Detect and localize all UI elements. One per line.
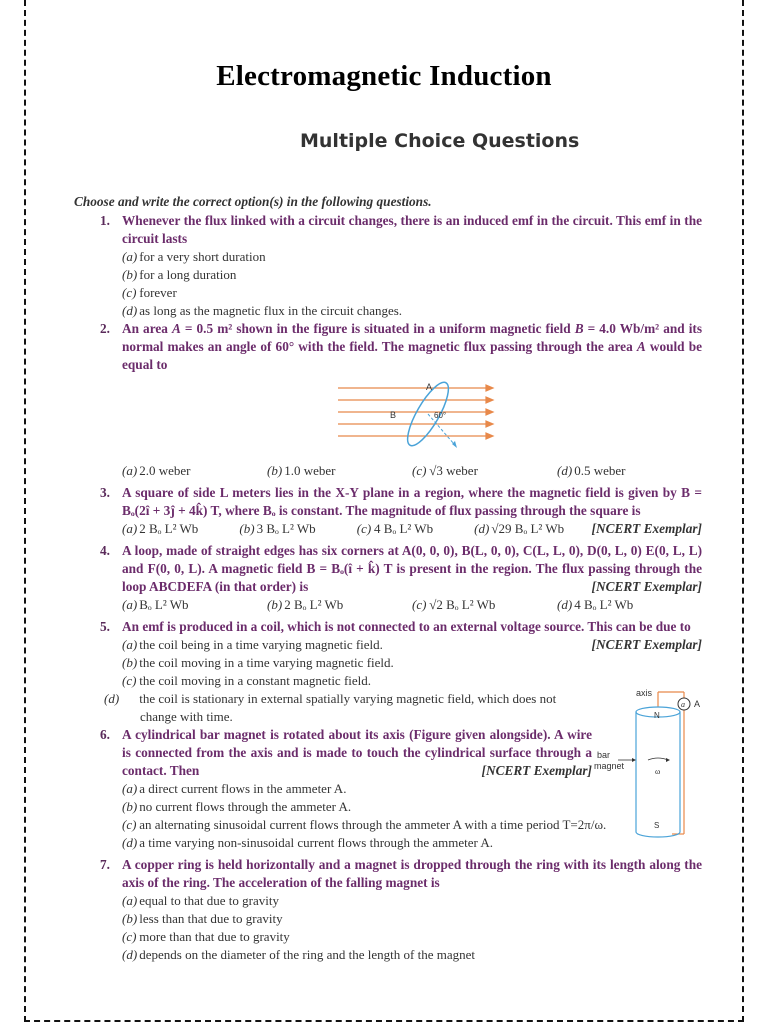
option-c[interactable]: (c) √3 weber <box>412 463 478 478</box>
bar-magnet-figure <box>592 494 742 854</box>
option-b[interactable]: (b) less than that due to gravity <box>122 911 283 926</box>
option-a[interactable]: (a) 2.0 weber <box>122 463 191 478</box>
south-pole: S <box>654 821 660 830</box>
option-d[interactable]: (d) 4 Bₒ L² Wb <box>557 597 634 612</box>
label-b: B <box>390 410 397 420</box>
flux-area-figure <box>336 378 496 456</box>
option-b[interactable]: (b) the coil moving in a time varying magnetic field. <box>122 655 394 670</box>
option-c[interactable]: (c) more than that due to gravity <box>122 929 290 944</box>
option-a[interactable]: (a) equal to that due to gravity <box>122 893 279 908</box>
question-text: A cylindrical bar magnet is rotated about its axis (Figure given alongside). A wire is connected from the axis and is made to touch the cylindrical surface through a contact. Then [NCERT Exemplar] <box>122 727 592 778</box>
question-2 <box>74 320 702 480</box>
label-a: A <box>426 382 433 392</box>
option-b[interactable]: (b) 1.0 weber <box>267 463 336 478</box>
question-text: An emf is produced in a coil, which is not connected to an external voltage source. This can be due to [NCERT Exemplar] <box>122 619 702 652</box>
question-number: 6. <box>100 727 110 742</box>
option-d[interactable]: (d) √29 Bₒ L² Wb <box>474 521 565 536</box>
option-c[interactable]: (c) the coil moving in a constant magnetic field. <box>122 673 372 688</box>
page-title: Electromagnetic Induction <box>216 60 552 92</box>
option-a[interactable]: (a) a direct current flows in the ammeter A. <box>122 781 347 796</box>
question-7 <box>74 856 702 964</box>
option-b[interactable]: (b) 2 Bₒ L² Wb <box>267 597 344 612</box>
section-subtitle: Multiple Choice Questions <box>300 130 580 152</box>
option-d[interactable]: (d) the coil is stationary in external spatially varying magnetic field, which does not change with time. <box>104 691 557 724</box>
north-pole: N <box>654 711 660 720</box>
exemplar-tag: [NCERT Exemplar] <box>481 763 592 778</box>
option-a[interactable]: (a) the coil being in a time varying magnetic field. <box>122 637 383 652</box>
option-b[interactable]: (b) no current flows through the ammeter A. <box>122 799 352 814</box>
question-number: 7. <box>100 857 110 872</box>
option-d[interactable]: (d) 0.5 weber <box>557 463 626 478</box>
omega-label: ω <box>655 767 661 776</box>
option-a[interactable]: (a) Bₒ L² Wb <box>122 597 189 612</box>
question-number: 3. <box>100 485 110 500</box>
option-c[interactable]: (c) √2 Bₒ L² Wb <box>412 597 496 612</box>
bar-label: bar <box>597 750 611 760</box>
option-c[interactable]: (c) an alternating sinusoidal current flows through the ammeter A with a time period T=2π/ω. <box>122 817 607 832</box>
option-b[interactable]: (b) for a long duration <box>122 267 237 282</box>
option-c[interactable]: (c) 4 Bₒ L² Wb <box>356 521 434 536</box>
option-d[interactable]: (d) depends on the diameter of the ring and the length of the magnet <box>122 947 475 962</box>
axis-label: axis <box>636 688 653 698</box>
options-row <box>122 462 702 480</box>
question-text: An area A = 0.5 m² shown in the figure is situated in a uniform magnetic field B = 4.0 Wb/m² and its normal makes an angle of 60° with the field. The magnetic flux passing through the area A would be equal to <box>122 321 702 372</box>
question-number: 5. <box>100 619 110 634</box>
instruction: Choose and write the correct option(s) in the following questions. <box>74 194 432 209</box>
question-number: 4. <box>100 543 110 558</box>
option-d[interactable]: (d) as long as the magnetic flux in the circuit changes. <box>122 303 403 318</box>
question-text: Whenever the flux linked with a circuit changes, there is an induced emf in the circuit. This emf in the circuit lasts <box>122 213 702 246</box>
option-a[interactable]: (a) 2 Bₒ L² Wb <box>122 521 199 536</box>
question-text: A square of side L meters lies in the X-Y plane in a region, where the magnetic field is given by B = Bₒ(2î + 3ĵ + 4k̂) T, where Bₒ is constant. The magnitude of flux passing through the square is [NCERT Exemplar] <box>122 485 702 536</box>
options-row <box>122 520 592 538</box>
question-1 <box>74 212 702 320</box>
exemplar-tag: [NCERT Exemplar] <box>591 579 702 594</box>
ammeter-icon: a <box>681 700 685 709</box>
ammeter-label: A <box>694 699 701 709</box>
option-d[interactable]: (d) a time varying non-sinusoidal current flows through the ammeter A. <box>122 835 494 850</box>
question-text: A copper ring is held horizontally and a magnet is dropped through the ring with its length along the axis of the ring. The acceleration of the falling magnet is <box>122 857 702 890</box>
label-angle: 60° <box>434 411 447 420</box>
option-c[interactable]: (c) forever <box>122 285 177 300</box>
question-number: 2. <box>100 321 110 336</box>
option-a[interactable]: (a) for a very short duration <box>122 249 266 264</box>
exemplar-tag: [NCERT Exemplar] <box>591 521 702 536</box>
magnet-label: magnet <box>594 761 625 771</box>
question-number: 1. <box>100 213 110 228</box>
question-text: A loop, made of straight edges has six corners at A(0, 0, 0), B(L, 0, 0), C(L, L, 0), D(0, L, 0) E(0, L, L) and F(0, 0, L). A magnetic field B = Bₒ(î + k̂) T is present in the region. The flux passing through the loop ABCDEFA (in that order) is [NCERT Exemplar] <box>122 543 702 594</box>
option-b[interactable]: (b) 3 Bₒ L² Wb <box>239 521 316 536</box>
exemplar-tag: [NCERT Exemplar] <box>591 637 702 652</box>
